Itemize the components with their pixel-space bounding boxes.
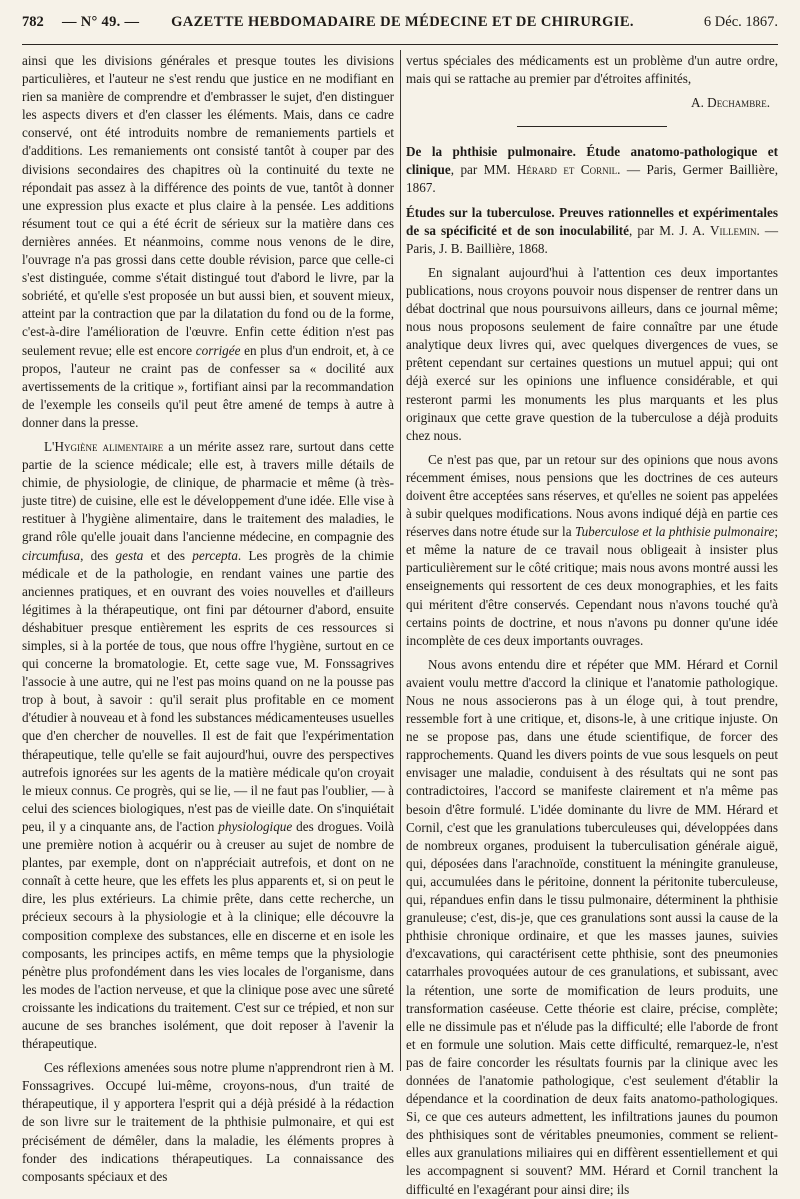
header-rule xyxy=(22,44,778,45)
paragraph-hygiene: L'Hygiène alimentaire a un mérite assez rare, surtout dans cette partie de la science médicale; elle est, à travers mille détails de chimie, de physiologie, de clinique, de pharmacie et même (à très-juste titre) de cuisine, elle est le développement d'une idée. Elle vise à restituer à l'hygiène alimentaire, dans le traitement des maladies, le grand rôle qu'elle jouait dans l'ancienne médecine, en compagnie des circumfusa, des gesta et des percepta. Les progrès de la chimie médicale et de la pathologie, en rendant vaines une partie des anciennes pratiques, et en ouvrant des voies nouvelles et d'ailleurs légitimes à la thérapeutique, ont fini par détourner d'abord, ensuite déshabituer presque entièrement les esprits de ces ressources si simples, si à la portée de tous, que nous offre l'hygiène, surtout en ce qui concerne la bromatologie. Et, cette sage vue, M. Fonssagrives l'associe à une autre, qui ne l'est pas moins quand on ne la pousse pas trop à bout, à savoir : qu'il serait plus profitable en ce moment d'étudier à nouveau et à fond les substances médicamenteuses usuelles que d'en chercher de nouvelles. Il est de fait que l'expérimentation thérapeutique, telle qu'elle se fait aujourd'hui, ouvre des perspectives autrefois ignorées sur les agents de la matière médicale qu'on croyait le mieux connus. Ce progrès, qui se lie, — il ne faut pas l'oublier, — à celui des sciences biologiques, n'est pas de vieille date. On s'inquiétait peu, il y a cinquante ans, de l'action physiologique des drogues. Voilà une première notion à acquérir ou à creuser au sujet de nombre de plantes, par exemple, dont on n'appréciait autrefois, et dont on ne connaît à cette heure, que les effets les plus apparents et, si on peut le dire, les plus extérieurs. La chimie prête, dans cette recherche, un précieux secours à la physiologie et à la clinique; elle découvre la composition complexe des substances, elle en discerne et en isole les composants, les principes actifs, en même temps que la physiologie pénètre plus profondément dans les vies locales de l'organisme, dans les modes de l'action nerveuse, et que la clinique pose avec une sûreté croissante les indications du traitement. C'est sur ce trépied, et non sur aucune de ses branches isolément, que doit reposer à l'avenir la thérapeutique. xyxy=(22,438,394,1052)
book-reference-villemin: Études sur la tuberculose. Preuves rationnelles et expérimentales de sa spécificité et de son inoculabilité, par M. J. A. Villemin. — Paris, J. B. Baillière, 1868. xyxy=(406,204,779,256)
right-column xyxy=(406,52,779,1197)
author-signature: A. Dechambre. xyxy=(691,95,770,111)
page-header xyxy=(22,2,778,42)
book-reference-herard-cornil: De la phthisie pulmonaire. Étude anatomo-pathologique et clinique, par MM. Hérard et Cornil. — Paris, Germer Baillière, 1867. xyxy=(406,144,778,196)
paragraph-reflections: Ces réflexions amenées sous notre plume n'apprendront rien à M. Fonssagrives. Occupé lui-même, croyons-nous, d'un traité de thérapeutique, il y apportera l'esprit qui a déjà présidé à la rédaction de son livre sur le traitement de la phthisie pulmonaire, et qui est précisément de démêler, dans la maladie, les éléments propres à fonder des indications thérapeutiques. La connaissance des composants spéciaux et des xyxy=(22,1060,394,1184)
issue-date: 6 Déc. 1867. xyxy=(703,13,778,30)
left-column xyxy=(22,52,394,1184)
paragraph-continued: ainsi que les divisions générales et presque toutes les divisions particulières, et l'auteur ne s'est rendu que justice en ne modifiant en rien sa manière de comprendre et d'embrasser le sujet, d'en distinguer les aspects divers et d'en classer les éléments. Mais, dans ce cadre conservé, ont été introduits nombre de remaniements partiels et d'additions. Les remaniements ont consisté tantôt à couper par des divisions secondaires des chapitres où la continuité du texte ne répondait pas assez à la différence des points de vue, tantôt à donner une expression plus exacte et plus claire à la pensée. Les additions résument tout ce qui a été écrit de sérieux sur la matière dans ces dernières années. Et néanmoins, comme nous venons de le dire, l'ouvrage n'a pas grossi dans cette double révision, parce que celle-ci s'est distinguée, comme s'était distingué tout d'abord le livre, par la sobriété, et qu'elle s'est proposée un but aussi bien, et souvent mieux, atteint par la contraction que par la dilatation du fond ou de la forme, c'est-à-dire l'amélioration de l'œuvre. Enfin cette édition n'est pas seulement revue; elle est encore corrigée en plus d'un endroit, et, à ce propos, l'auteur ne craint pas de confesser sa « docilité aux avertissements de la critique », fortifiant ainsi par la recommandation de l'exemple les conseils qu'il peut être amené de temps à autre à donner dans la presse. xyxy=(22,53,394,430)
paragraph-theory: Nous avons entendu dire et répéter que MM. Hérard et Cornil avaient voulu mettre d'accord la clinique et l'anatomie pathologique. Nous ne nous associerons pas à un éloge qui, à tout prendre, ressemble fort à une critique, et, disons-le, à une critique injuste. On ne se propose pas, dans une étude scientifique, de forcer des rapprochements. Quand les divers points de vue sous lesquels on peut envisager une maladie, conduisent à des résultats qui ne sont pas contradictoires, l'accord se manifeste clairement et n'a même pas besoin d'être formulé. L'idée dominante du livre de MM. Hérard et Cornil, c'est que les granulations tuberculeuses qui, développées dans de nombreux organes, produisent la tuberculisation générale aiguë, qui, déposées dans l'arachnoïde, constituent la méningite granuleuse, qui, accumulées dans le péritoine, donnent la péritonite tuberculeuse, qui, répandues enfin dans le tissu pulmonaire, déterminent la phthisie granuleuse; c'est, dis-je, que ces granulations sont aussi la cause de la phthisie chronique ordinaire, et que les masses jaunes, suivies d'excavations, qui caractérisent cette phthisie, sont des pneumonies catarrhales provoquées autour de ces granulations, et subissant, avec la rétention, une sorte de momification de leurs produits, une transformation caséeuse. Cette théorie est claire, précise, complète; elle ne dissimule pas et n'élude pas la difficulté; elle l'aborde de front et en formule une solution. Mais cette difficulté, remarquez-le, n'est pas de faire concorder les résultats fournis par la clinique avec les données de l'anatomie pathologique, c'est seulement d'établir la dépendance et la coordination de deux faits anatomo-pathologiques. Si, ce que ces auteurs admettent, les infiltrations jaunes du poumon des phthisiques sont de véritables pneumonies, comment se relient-elles aux granulations miliaires qui en diffèrent essentiellement et qui les accompagnent si souvent? MM. Hérard et Cornil tranchent la difficulté en l'exagérant pour ainsi dire; ils xyxy=(406,656,778,1197)
paragraph-continued-right: vertus spéciales des médicaments est un problème d'un autre ordre, mais qui se rattache au premier par d'étroites affinités, xyxy=(406,53,778,87)
column-divider xyxy=(400,50,401,1071)
page-number: 782 xyxy=(22,13,44,30)
section-separator xyxy=(517,126,667,127)
journal-title: GAZETTE HEBDOMADAIRE DE MÉDECINE ET DE CHIRURGIE. xyxy=(171,13,634,30)
issue-number: — N° 49. — xyxy=(62,13,140,30)
paragraph-reserves: Ce n'est pas que, par un retour sur des opinions que nous avons récemment émises, nous pensions que les doctrines de ces auteurs doivent être acceptées sans réserves, et qu'elles ne soient pas appelées à subir quelques modifications. Nous avons indiqué déjà en partie ces réserves dans notre étude sur la Tuberculose et la phthisie pulmonaire; et même la nature de ce travail nous obligeait à insister plus particulièrement sur le côté critique; mais nous avons montré aussi les enseignements qui ressortent de ces deux monographies, et les faits qui méritent d'être conservés. Cependant nous n'avons touché qu'à certains points de doctrine, et nous n'avons pu donner qu'une idée incomplète de ces deux importants ouvrages. xyxy=(406,451,778,648)
paragraph-intro: En signalant aujourd'hui à l'attention ces deux importantes publications, nous croyons pouvoir nous dispenser de rentrer dans un débat doctrinal que nous poursuivons ailleurs, dans ce journal même; nous nous proposons seulement de faire connaître par une étude analytique deux livres qui, avec quelques divergences de vues, se prêtent cependant sur certaines questions un mutuel appui; qui ont déjà exercé sur les opinions une influence considérable, et qui resteront parmi les monuments les plus marquants et les plus originaux que cette grave question de la tuberculose a déjà produits chez nous. xyxy=(406,264,778,443)
